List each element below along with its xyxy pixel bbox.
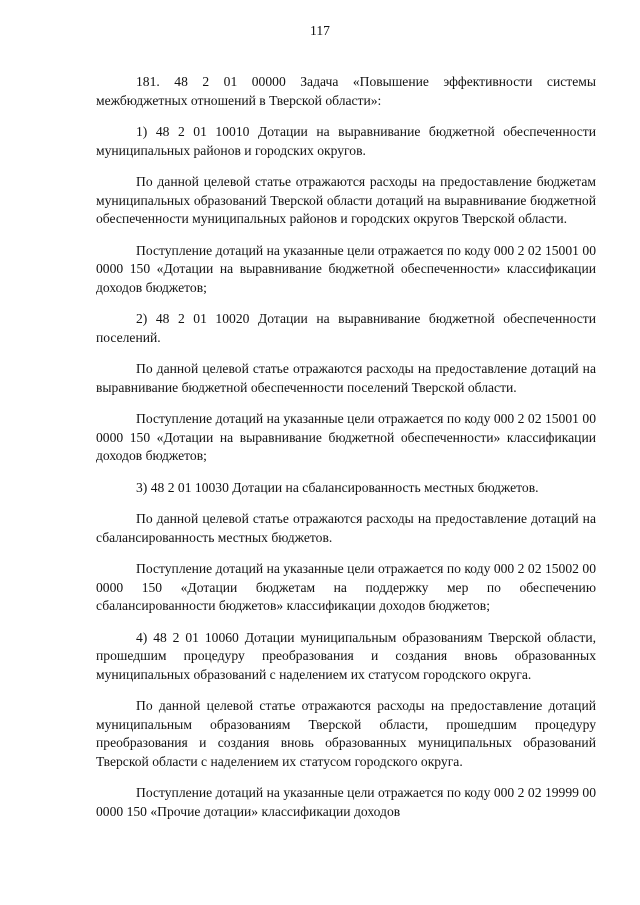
item-2-expense-paragraph: По данной целевой статье отражаются расходы на предоставление дотаций на выравнивание бюджетной обеспеченности поселений Тверской области. [96,361,596,395]
item-4-revenue-paragraph: Поступление дотаций на указанные цели отражается по коду 000 2 02 19999 00 0000 150 «Прочие дотации» классификации доходов [96,785,596,819]
item-1-revenue-paragraph: Поступление дотаций на указанные цели отражается по коду 000 2 02 15001 00 0000 150 «Дотации на выравнивание бюджетной обеспеченности» классификации доходов бюджетов; [96,242,596,295]
item-3-expense-paragraph: По данной целевой статье отражаются расходы на предоставление дотаций на сбалансированность местных бюджетов. [96,511,596,545]
page-number: 117 [310,23,330,38]
task-heading-paragraph: 181. 48 2 01 00000 Задача «Повышение эффективности системы межбюджетных отношений в Тверской области»: [96,74,596,108]
item-3-revenue-paragraph: Поступление дотаций на указанные цели отражается по коду 000 2 02 15002 00 0000 150 «Дотации бюджетам на поддержку мер по обеспечению сбалансированности бюджетов» классификации доходов бюджетов; [96,561,596,613]
item-4-heading: 4) 48 2 01 10060 Дотации муниципальным образованиям Тверской области, прошедшим процедуру преобразования и создания вновь образованных муниципальных образований с наделением их статусом городского округа. [96,629,596,682]
item-2-revenue-paragraph: Поступление дотаций на указанные цели отражается по коду 000 2 02 15001 00 0000 150 «Дотации на выравнивание бюджетной обеспеченности» классификации доходов бюджетов; [96,411,596,463]
document-body [96,73,596,821]
item-3-heading: 3) 48 2 01 10030 Дотации на сбалансированность местных бюджетов. [136,479,539,495]
item-2-heading: 2) 48 2 01 10020 Дотации на выравнивание бюджетной обеспеченности поселений. [96,311,596,345]
item-1-expense-paragraph: По данной целевой статье отражаются расходы на предоставление бюджетам муниципальных образований Тверской области дотаций на выравнивание бюджетной обеспеченности муниципальных районов и городских округов Тверской области. [96,174,596,226]
item-1-heading: 1) 48 2 01 10010 Дотации на выравнивание бюджетной обеспеченности муниципальных районов и городских округов. [96,124,596,158]
item-4-expense-paragraph: По данной целевой статье отражаются расходы на предоставление дотаций муниципальным образованиям Тверской области, прошедшим процедуру преобразования и создания вновь образованных муниципальных образований Тверской области с наделением их статусом городского округа. [96,698,596,769]
